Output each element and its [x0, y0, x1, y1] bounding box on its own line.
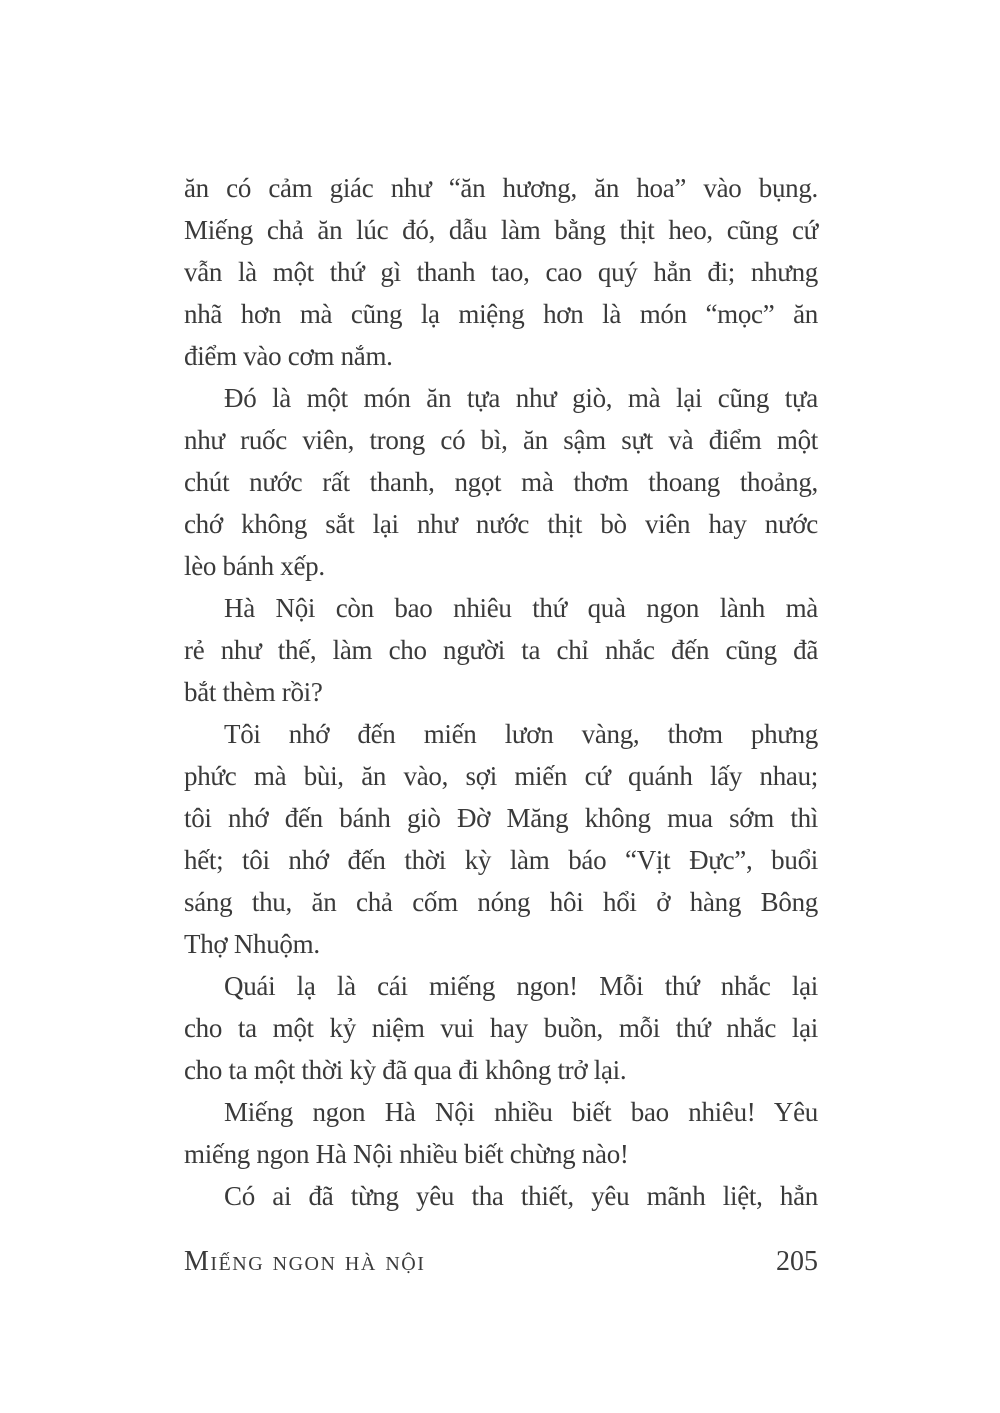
- text-line: tôi nhớ đến bánh giò Đờ Măng không mua sớm thì: [184, 803, 818, 833]
- text-line: phức mà bùi, ăn vào, sợi miến cứ quánh lấy nhau;: [184, 761, 818, 791]
- text-line: lèo bánh xếp.: [184, 551, 325, 581]
- text-line: Quái lạ là cái miếng ngon! Mỗi thứ nhắc lại: [224, 971, 818, 1001]
- text-line: chút nước rất thanh, ngọt mà thơm thoang thoảng,: [184, 467, 818, 497]
- text-line: Miếng chả ăn lúc đó, dẫu làm bằng thịt heo, cũng cứ: [184, 215, 818, 245]
- text-line: cho ta một kỷ niệm vui hay buồn, mỗi thứ nhắc lại: [184, 1013, 818, 1043]
- text-line: Tôi nhớ đến miến lươn vàng, thơm phưng: [224, 719, 818, 749]
- text-line: Miếng ngon Hà Nội nhiều biết bao nhiêu! Yêu: [224, 1097, 818, 1127]
- text-line: hết; tôi nhớ đến thời kỳ làm báo “Vịt Đực”, buổi: [184, 845, 818, 875]
- text-line: điểm vào cơm nắm.: [184, 341, 393, 371]
- running-title: Miếng ngon hà nội: [184, 1246, 426, 1277]
- text-line: như ruốc viên, trong có bì, ăn sậm sựt và điểm một: [184, 425, 818, 455]
- text-line: Thợ Nhuộm.: [184, 929, 320, 959]
- text-line: rẻ như thế, làm cho người ta chỉ nhắc đến cũng đã: [184, 635, 818, 665]
- text-line: miếng ngon Hà Nội nhiều biết chừng nào!: [184, 1139, 629, 1169]
- text-line: nhã hơn mà cũng lạ miệng hơn là món “mọc” ăn: [184, 299, 818, 329]
- text-line: vẫn là một thứ gì thanh tao, cao quý hẳn đi; nhưng: [184, 257, 818, 287]
- text-line: Có ai đã từng yêu tha thiết, yêu mãnh liệt, hẳn: [224, 1181, 818, 1211]
- text-line: sáng thu, ăn chả cốm nóng hôi hổi ở hàng Bông: [184, 887, 818, 917]
- text-line: Hà Nội còn bao nhiêu thứ quà ngon lành mà: [224, 593, 818, 623]
- page-footer: [184, 1246, 818, 1278]
- text-line: bắt thèm rồi?: [184, 677, 323, 707]
- text-line: Đó là một món ăn tựa như giò, mà lại cũng tựa: [224, 383, 818, 413]
- text-line: ăn có cảm giác như “ăn hương, ăn hoa” vào bụng.: [184, 173, 818, 203]
- text-line: cho ta một thời kỳ đã qua đi không trở lại.: [184, 1055, 627, 1085]
- text-line: chớ không sắt lại như nước thịt bò viên hay nước: [184, 509, 818, 539]
- page-number: 205: [776, 1246, 818, 1277]
- body-text: [184, 167, 818, 1217]
